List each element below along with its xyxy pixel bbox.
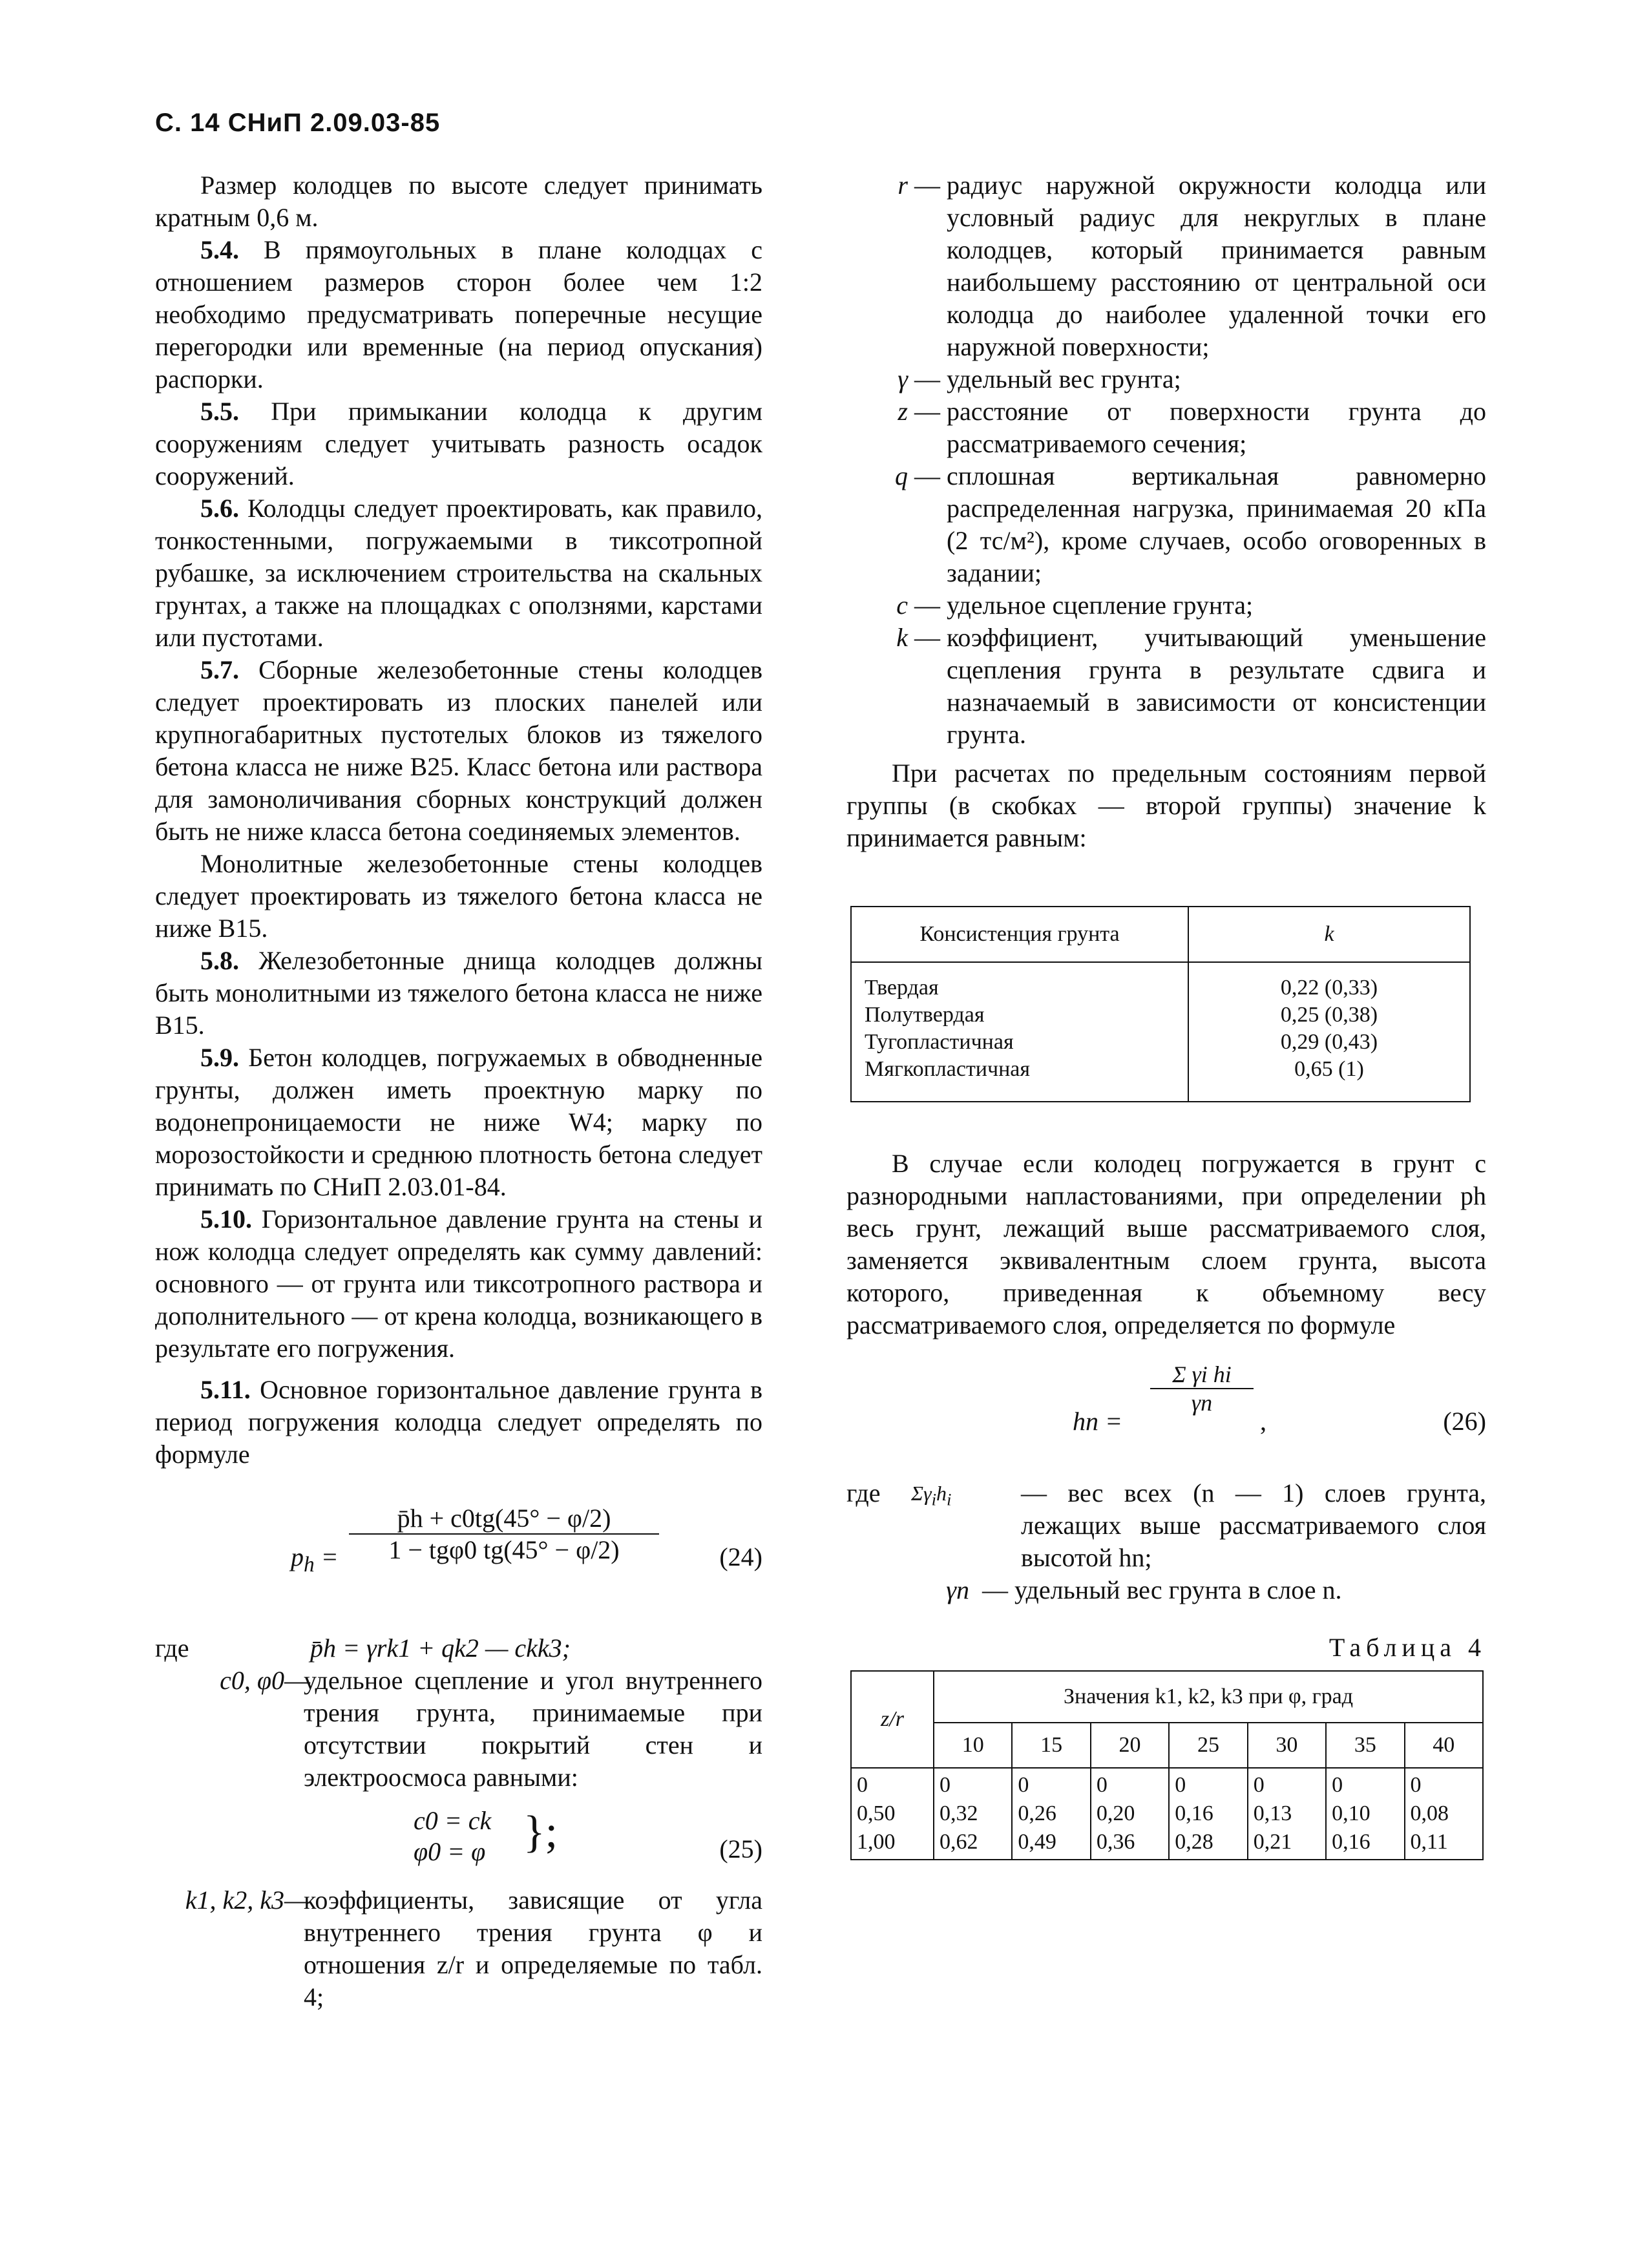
section-5-7 [155,654,762,848]
section-text: Сборные железобетонные стены колодцев следует проектировать из плоских панелей или крупногабаритных пустотелых блоков из тяжелого бетона класса не ниже В25. Класс бетона или раствора для замоноличивания сборных конструкций должен быть не ниже класса бетона соединяемых элементов. [155,655,762,846]
definition-text: коэффициенты, зависящие от угла внутреннего трения грунта φ и отношения z/r и определяемые по табл. 4; [304,1885,762,2011]
section-5-7-monolithic: Монолитные железобетонные стены колодцев следует проектировать из тяжелого бетона класса не ниже В15. [155,849,762,943]
table-cell: 0 0,32 0,62 [934,1768,1012,1860]
table-header-cell: z/r [851,1671,934,1768]
formula-denominator: γn [1191,1390,1213,1416]
table-header-row [851,907,1470,962]
definition-symbol: γ [898,364,908,394]
definition-k: k — коэффициент, учитывающий уменьшение сцепления грунта в результате сдвига и назначаемый в зависимости от консистенции грунта. [846,622,1486,751]
paragraph-height: Размер колодцев по высоте следует принимать кратным 0,6 м. [155,171,762,232]
definition-gamma-n [846,1574,1486,1606]
definition-text: удельное сцепление грунта; [947,591,1254,620]
section-number: 5.8. [200,946,239,975]
table-header-cell: 20 [1091,1723,1169,1768]
section-number: 5.5. [200,397,239,426]
section-5-10 [155,1203,762,1365]
paragraph-layers: В случае если колодец погружается в грунт с разнородными напластованиями, при определении ph весь грунт, лежащий выше рассматриваемого слоя, заменяется эквивалентным слоем грунта, высота которого, приведенная к объемному весу рассматриваемого слоя, определяется по формуле [846,1149,1486,1339]
section-5-11 [155,1374,762,1471]
formula-25-line1: c0 = ck [414,1806,492,1835]
definition-text: коэффициент, учитывающий уменьшение сцепления грунта в результате сдвига и назначаемый в зависимости от консистенции грунта. [947,623,1486,749]
table-cell: 0 0,26 0,49 [1012,1768,1090,1860]
definition-symbol: c0, φ0 [220,1666,284,1695]
definition-c: c — удельное сцепление грунта; [846,589,1486,622]
formula-denominator: 1 − tgφ0 tg(45° − φ/2) [388,1535,620,1564]
where-label: где [846,1478,881,1507]
section-text: Бетон колодцев, погружаемых в обводненные грунты, должен иметь проектную марку по водонепроницаемости не ниже W4; марку по морозостойкости и среднюю плотность бетона следует принимать по СНиП 2.03.01-84. [155,1043,762,1201]
section-5-4 [155,234,762,395]
table-cell: 0 0,20 0,36 [1091,1768,1169,1860]
formula-numerator: p̄h + c0tg(45° − φ/2) [397,1504,611,1533]
table-cell: 0,65 (1) [1188,1056,1470,1102]
table-cell: Тугопластичная [851,1029,1188,1056]
consistency-table [850,906,1471,1102]
table-header-cell: 30 [1248,1723,1326,1768]
formula-number: (25) [719,1834,762,1864]
section-number: 5.7. [200,655,239,684]
section-number: 5.11. [200,1375,251,1404]
definition-text: удельное сцепление и угол внутреннего трения грунта, принимаемые при отсутствии покрытий стен и электроосмоса равными: [304,1666,762,1792]
table-cell: 0 0,10 0,16 [1326,1768,1404,1860]
section-5-6 [155,492,762,654]
table-header-cell: 35 [1326,1723,1404,1768]
definition-text: удельный вес грунта; [947,364,1181,394]
table-header-cell: Консистенция грунта [851,907,1188,962]
table-4-title: Таблица 4 [1329,1633,1486,1662]
definition-text: расстояние от поверхности грунта до рассматриваемого сечения; [947,397,1486,458]
formula-26: hn = Σ γi hi γn , (26) [1073,1361,1486,1436]
formula-lhs: hn = [1073,1407,1122,1436]
formula-brace: }; [523,1807,558,1857]
definition-k-coeffs: k1, k2, k3 — коэффициенты, зависящие от угла внутреннего трения грунта φ и отношения z/r и определяемые по табл. 4; [155,1884,762,2013]
formula-number: (24) [719,1542,762,1571]
where-sum-definition: где $\Sigma\gamma_ih_i$ — вес всех (n — 1) слоев грунта, лежащих выше рассматриваемого слоя высотой hn; [846,1477,1486,1574]
definition-text: сплошная вертикальная равномерно распределенная нагрузка, принимаемая 20 кПа (2 тс/м²), кроме случаев, особо оговоренных в задании; [947,461,1486,587]
table-header-cell: k [1188,907,1470,962]
definition-c0-phi0: c0, φ0 — удельное сцепление и угол внутреннего трения грунта, принимаемые при отсутствии покрытий стен и электроосмоса равными: [155,1664,762,1794]
definition-text: — вес всех (n — 1) слоев грунта, лежащих выше рассматриваемого слоя высотой hn; [1021,1478,1486,1572]
table-cell: 0,22 (0,33) [1188,962,1470,1002]
table-header-cell: Значения k1, k2, k3 при φ, град [934,1671,1483,1723]
table-4 [850,1670,1484,1860]
table-header-row [851,1723,1483,1768]
definition-text: — удельный вес грунта в слое n. [982,1575,1342,1604]
table-cell: 0 0,13 0,21 [1248,1768,1326,1860]
table-row [851,1029,1470,1056]
table-cell: Полутвердая [851,1002,1188,1029]
formula-number: (26) [1443,1407,1486,1436]
section-5-5 [155,395,762,492]
section-text: При примыкании колодца к другим сооружениям следует учитывать разность осадок сооружений. [155,397,762,490]
right-column [846,169,1486,1860]
table-cell: 0,25 (0,38) [1188,1002,1470,1029]
table-row [851,1768,1483,1860]
left-column [155,169,762,2013]
table-header-row [851,1671,1483,1723]
section-number: 5.10. [200,1204,252,1234]
table-header-cell: 40 [1405,1723,1483,1768]
table-cell: Мягкопластичная [851,1056,1188,1102]
definition-symbol: γn [946,1575,969,1604]
table-cell: 0 0,08 0,11 [1405,1768,1483,1860]
table-row [851,962,1470,1002]
paragraph-k-values: При расчетах по предельным состояниям первой группы (в скобках — второй группы) значение k принимается равным: [846,759,1486,852]
table-row [851,1002,1470,1029]
definition-symbol: r [898,171,908,200]
formula-lhs: $p_h$ = [291,1542,339,1577]
definition-symbol: q [895,461,908,490]
formula-fraction [1150,1361,1254,1416]
formula-numerator: Σ γi hi [1172,1361,1232,1387]
section-number: 5.4. [200,235,239,264]
section-text: Железобетонные днища колодцев должны быть монолитными из тяжелого бетона класса не ниже В15. [155,946,762,1040]
definition-text: радиус наружной окружности колодца или условный радиус для некруглых в плане колодцев, который принимается равным наибольшему расстоянию от центральной оси колодца до наиболее удаленной точки его наружной поверхности; [947,171,1486,361]
section-text: Горизонтальное давление грунта на стены и нож колодца следует определять как сумму давлений: основного — от грунта или тиксотропного раствора и дополнительного — от крена колодца, возникающего в результате его погружения. [155,1204,762,1363]
section-number: 5.6. [200,494,239,523]
where-label: где [155,1633,189,1663]
definition-q: q — сплошная вертикальная равномерно распределенная нагрузка, принимаемая 20 кПа (2 тс/м²), кроме случаев, особо оговоренных в задании; [846,460,1486,589]
formula-25-line2: φ0 = φ [414,1837,486,1866]
table-cell-zr: 0 0,50 1,00 [851,1768,934,1860]
table-header-cell: 25 [1169,1723,1247,1768]
definition-symbol: z [898,397,908,426]
table-row [851,1056,1470,1102]
definition-text: p̄h = γrk1 + qk2 — ckk3; [310,1633,571,1663]
definition-ph [155,1632,762,1664]
definition-symbol: c [896,591,908,620]
table-header-cell: 15 [1012,1723,1090,1768]
formula-25 [155,1800,762,1884]
formula-fraction [349,1503,659,1565]
definition-r: r — радиус наружной окружности колодца или условный радиус для некруглых в плане колодцев, который принимается равным наибольшему расстоянию от центральной оси колодца до наиболее удаленной точки его наружной поверхности; [846,169,1486,363]
section-text: Колодцы следует проектировать, как правило, тонкостенными, погружаемыми в тиксотропной рубашке, за исключением строительства на скальных грунтах, а также на площадках с оползнями, карстами или пустотами. [155,494,763,652]
section-5-8 [155,945,762,1042]
section-number: 5.9. [200,1043,239,1072]
definition-z: z — расстояние от поверхности грунта до рассматриваемого сечения; [846,395,1486,460]
page-header: С. 14 СНиП 2.09.03-85 [155,109,441,137]
definition-symbol: k [896,623,908,652]
definition-gamma: γ — удельный вес грунта; [846,363,1486,395]
formula-24 [155,1496,762,1632]
table-cell: 0,29 (0,43) [1188,1029,1470,1056]
definition-symbol: k1, k2, k3 [185,1885,284,1915]
section-text: Основное горизонтальное давление грунта в период погружения колодца следует определять по формуле [155,1375,763,1469]
table-header-cell: 10 [934,1723,1012,1768]
section-text: В прямоугольных в плане колодцах с отношением размеров сторон более чем 1:2 необходимо предусматривать поперечные несущие перегородки или временные (на период опускания) распорки. [155,235,762,394]
section-5-9 [155,1042,762,1203]
table-cell: Твердая [851,962,1188,1002]
table-cell: 0 0,16 0,28 [1169,1768,1247,1860]
definitions-list [846,169,1486,751]
